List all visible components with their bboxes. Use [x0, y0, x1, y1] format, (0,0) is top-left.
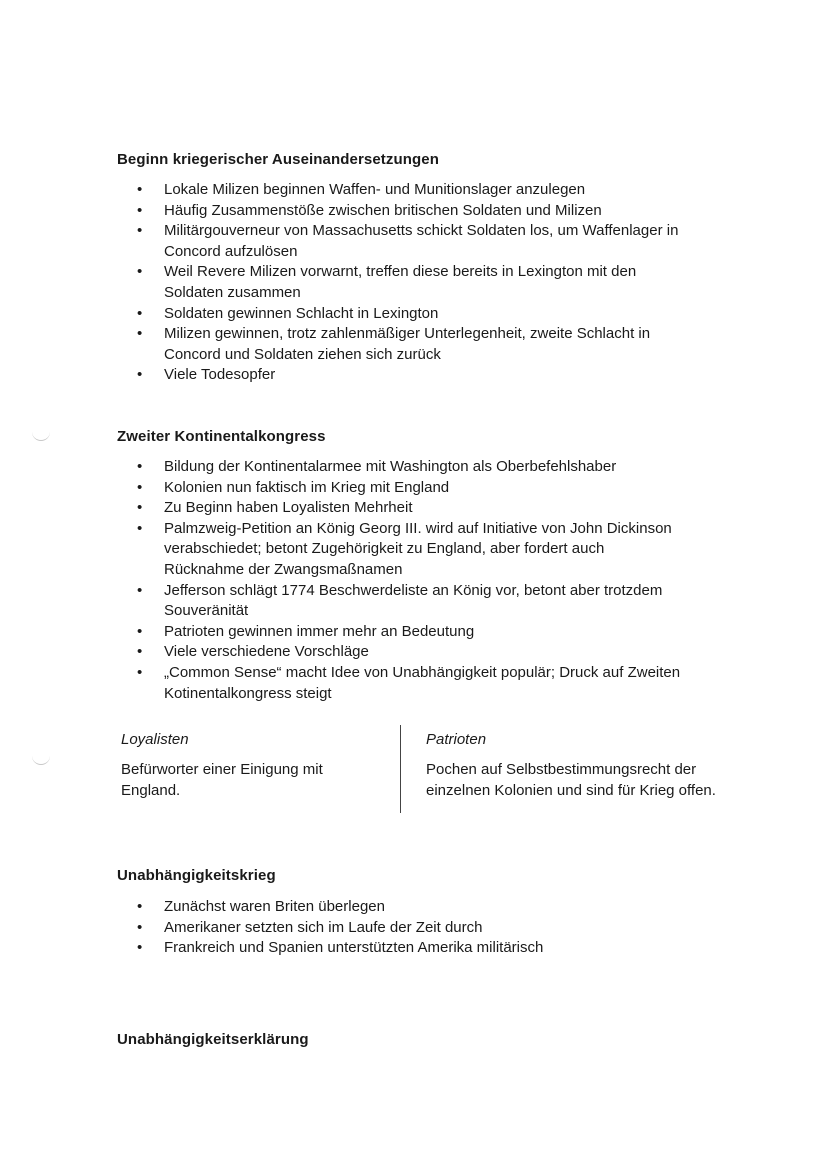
list-item-line: • Bildung der Kontinentalarmee mit Washington als Oberbefehlshaber [164, 458, 617, 475]
list-item-line: • Frankreich und Spanien unterstützten Amerika militärisch [164, 939, 544, 957]
bullet-list-krieg [137, 897, 737, 959]
list-item [137, 262, 737, 303]
list-item-line: • Soldaten gewinnen Schlacht in Lexington [164, 304, 439, 322]
list-item-line: • Viele Todesopfer [164, 366, 276, 384]
list-item-line: Soldaten zusammen [164, 283, 301, 301]
section-title-beginn: Beginn kriegerischer Auseinandersetzungen [117, 151, 439, 168]
bullet-list-beginn [137, 180, 737, 386]
list-item-line: • Viele verschiedene Vorschläge [164, 643, 369, 661]
punch-hole-mark [32, 756, 50, 765]
list-item [137, 663, 737, 704]
text-line: Pochen auf Selbstbestimmungsrecht der [426, 761, 697, 778]
list-item-line: • Lokale Milizen beginnen Waffen- und Munitionslager anzulegen [164, 181, 586, 198]
list-item-line: • Häufig Zusammenstöße zwischen britischen Soldaten und Milizen [164, 201, 602, 219]
section-title-erklaerung: Unabhängigkeitserklärung [117, 1031, 309, 1048]
list-item-line: • Palmzweig-Petition an König Georg III. wird auf Initiative von John Dickinson [164, 519, 672, 537]
list-item-line: • Kolonien nun faktisch im Krieg mit England [164, 478, 450, 496]
list-item [137, 938, 737, 959]
list-item [137, 478, 737, 499]
column-text-patrioten [426, 760, 716, 801]
list-item [137, 918, 737, 939]
section-title-kongress: Zweiter Kontinentalkongress [117, 428, 326, 445]
list-item [137, 180, 737, 201]
list-item [137, 201, 737, 222]
list-item-line: • Milizen gewinnen, trotz zahlenmäßiger Unterlegenheit, zweite Schlacht in [164, 325, 651, 343]
punch-hole-mark [32, 432, 50, 441]
section-title-krieg: Unabhängigkeitskrieg [117, 867, 276, 884]
text-line: Befürworter einer Einigung mit [121, 761, 323, 778]
list-item-line: Concord aufzulösen [164, 242, 298, 260]
bullet-list-kongress [137, 457, 737, 704]
list-item-line: Kotinentalkongress steigt [164, 684, 332, 702]
list-item [137, 642, 737, 663]
column-heading-patrioten: Patrioten [426, 731, 487, 748]
list-item [137, 304, 737, 325]
list-item [137, 498, 737, 519]
list-item [137, 324, 737, 365]
column-heading-loyalisten: Loyalisten [121, 731, 189, 748]
list-item [137, 581, 737, 622]
list-item-line: Souveränität [164, 602, 249, 620]
column-text-loyalisten [121, 760, 323, 801]
list-item-line: • Weil Revere Milizen vorwarnt, treffen diese bereits in Lexington mit den [164, 263, 637, 281]
text-line: einzelnen Kolonien und sind für Krieg offen. [426, 781, 716, 799]
list-item [137, 365, 737, 386]
list-item [137, 622, 737, 643]
list-item-line: Concord und Soldaten ziehen sich zurück [164, 345, 441, 363]
list-item [137, 457, 737, 478]
list-item-line: • Zu Beginn haben Loyalisten Mehrheit [164, 499, 413, 517]
list-item-line: • Zunächst waren Briten überlegen [164, 898, 385, 915]
list-item-line: • Patrioten gewinnen immer mehr an Bedeutung [164, 622, 475, 640]
list-item-line: • Jefferson schlägt 1774 Beschwerdeliste an König vor, betont aber trotzdem [164, 581, 663, 599]
list-item [137, 221, 737, 262]
list-item [137, 897, 737, 918]
text-line: England. [121, 781, 181, 799]
list-item-line: • „Common Sense“ macht Idee von Unabhängigkeit populär; Druck auf Zweiten [164, 663, 681, 681]
list-item-line: • Amerikaner setzten sich im Laufe der Zeit durch [164, 918, 483, 936]
list-item [137, 519, 737, 581]
list-item-line: Rücknahme der Zwangsmaßnamen [164, 560, 403, 578]
column-divider [400, 725, 401, 813]
list-item-line: • Militärgouverneur von Massachusetts schickt Soldaten los, um Waffenlager in [164, 222, 679, 240]
list-item-line: verabschiedet; betont Zugehörigkeit zu England, aber fordert auch [164, 540, 605, 558]
